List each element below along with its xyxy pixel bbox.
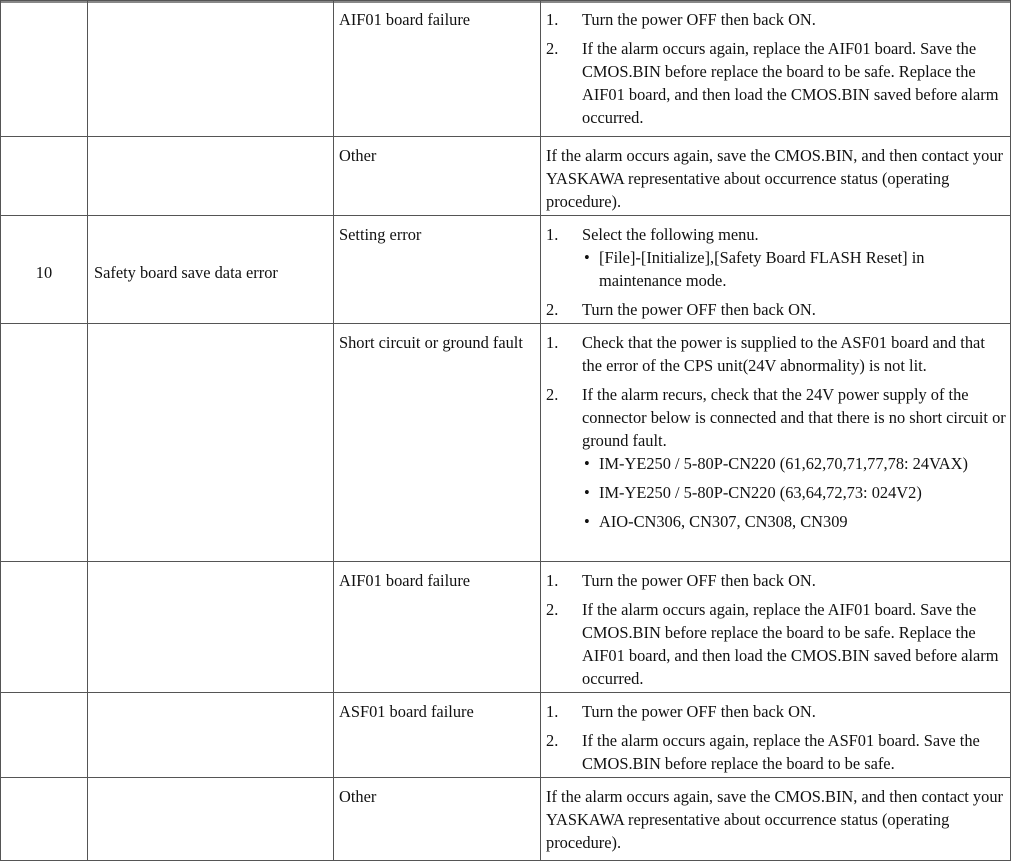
- alarm-name-cell: [88, 137, 334, 216]
- alarm-name-cell: [88, 1, 334, 137]
- step-body: [582, 598, 1006, 690]
- bullet-item: [582, 510, 1006, 533]
- table-row: [1, 562, 1011, 693]
- remedy-step: [546, 598, 1006, 690]
- remedy-step: [546, 37, 1006, 129]
- step-text: Select the following menu.: [582, 225, 759, 244]
- remedy-step: [546, 569, 1006, 592]
- step-number: 1.: [546, 702, 559, 721]
- alarm-name-cell: [88, 778, 334, 861]
- step-text: Turn the power OFF then back ON.: [582, 10, 816, 29]
- step-body: [582, 383, 1006, 533]
- step-text: If the alarm occurs again, replace the ASF01 board. Save the CMOS.BIN before replace the board to be safe.: [582, 731, 980, 773]
- remedy-step: [546, 729, 1006, 775]
- alarm-name-cell: [88, 562, 334, 693]
- step-text: Check that the power is supplied to the ASF01 board and that the error of the CPS unit(24V abnormality) is not lit.: [582, 333, 985, 375]
- alarm-name-cell: Safety board save data error: [88, 216, 334, 324]
- bullet-item: [582, 481, 1006, 504]
- remedy-cell: [541, 562, 1011, 693]
- alarm-number-cell: [1, 693, 88, 778]
- table-row: [1, 137, 1011, 216]
- step-text: If the alarm recurs, check that the 24V power supply of the connector below is connected and that there is no short circuit or ground fault.: [582, 385, 1006, 450]
- alarm-number-cell: [1, 324, 88, 562]
- step-number: 1.: [546, 10, 559, 29]
- alarm-number-cell: 10: [1, 216, 88, 324]
- bullet-text: IM-YE250 / 5-80P-CN220 (61,62,70,71,77,78: 24VAX): [599, 454, 968, 473]
- step-number: 2.: [546, 600, 559, 619]
- step-text: Turn the power OFF then back ON.: [582, 571, 816, 590]
- remedy-step: [546, 331, 1006, 377]
- remedy-step: [546, 223, 1006, 292]
- step-body: [582, 37, 1006, 129]
- cause-cell: Setting error: [334, 216, 541, 324]
- table-row: [1, 1, 1011, 137]
- step-body: [582, 331, 1006, 377]
- step-number: 2.: [546, 731, 559, 750]
- cause-cell: ASF01 board failure: [334, 693, 541, 778]
- table-row: [1, 693, 1011, 778]
- bullet-text: [File]-[Initialize],[Safety Board FLASH Reset] in maintenance mode.: [599, 248, 925, 290]
- remedy-cell: [541, 137, 1011, 216]
- step-body: [582, 729, 1006, 775]
- bullet-dot-icon: •: [584, 248, 590, 267]
- alarm-name-cell: [88, 693, 334, 778]
- remedy-step: [546, 8, 1006, 31]
- cause-cell: Short circuit or ground fault: [334, 324, 541, 562]
- step-body: [582, 298, 1006, 321]
- cause-cell: AIF01 board failure: [334, 562, 541, 693]
- alarm-number-cell: [1, 1, 88, 137]
- table-row: [1, 216, 1011, 324]
- remedy-cell: [541, 1, 1011, 137]
- alarm-number-cell: [1, 562, 88, 693]
- step-body: [582, 223, 1006, 292]
- step-number: 1.: [546, 333, 559, 352]
- remedy-step: [546, 700, 1006, 723]
- remedy-cell: [541, 216, 1011, 324]
- step-body: [582, 8, 1006, 31]
- bullet-dot-icon: •: [584, 483, 590, 502]
- step-body: [582, 569, 1006, 592]
- step-text: Turn the power OFF then back ON.: [582, 702, 816, 721]
- remedy-text: If the alarm occurs again, save the CMOS.BIN, and then contact your YASKAWA representative about occurrence status (operating procedure).: [546, 787, 1003, 852]
- remedy-cell: [541, 778, 1011, 861]
- step-number: 2.: [546, 39, 559, 58]
- step-body: [582, 700, 1006, 723]
- bullet-item: [582, 452, 1006, 475]
- step-text: Turn the power OFF then back ON.: [582, 300, 816, 319]
- step-number: 1.: [546, 571, 559, 590]
- cause-cell: AIF01 board failure: [334, 1, 541, 137]
- bullet-dot-icon: •: [584, 512, 590, 531]
- remedy-text: If the alarm occurs again, save the CMOS.BIN, and then contact your YASKAWA representative about occurrence status (operating procedure).: [546, 146, 1003, 211]
- step-text: If the alarm occurs again, replace the AIF01 board. Save the CMOS.BIN before replace the board to be safe. Replace the AIF01 board, and then load the CMOS.BIN saved before alarm occurred.: [582, 600, 999, 688]
- bullet-text: AIO-CN306, CN307, CN308, CN309: [599, 512, 848, 531]
- table-row: [1, 778, 1011, 861]
- bullet-item: [582, 246, 1006, 292]
- cause-cell: Other: [334, 137, 541, 216]
- step-text: If the alarm occurs again, replace the AIF01 board. Save the CMOS.BIN before replace the board to be safe. Replace the AIF01 board, and then load the CMOS.BIN saved before alarm occurred.: [582, 39, 999, 127]
- remedy-step: [546, 298, 1006, 321]
- alarm-number-cell: [1, 778, 88, 861]
- step-number: 2.: [546, 385, 559, 404]
- remedy-step: [546, 383, 1006, 533]
- step-number: 2.: [546, 300, 559, 319]
- step-number: 1.: [546, 225, 559, 244]
- table-row: [1, 324, 1011, 562]
- alarm-name-cell: [88, 324, 334, 562]
- bullet-text: IM-YE250 / 5-80P-CN220 (63,64,72,73: 024V2): [599, 483, 922, 502]
- remedy-cell: [541, 693, 1011, 778]
- bullet-dot-icon: •: [584, 454, 590, 473]
- remedy-cell: [541, 324, 1011, 562]
- cause-cell: Other: [334, 778, 541, 861]
- alarm-number-cell: [1, 137, 88, 216]
